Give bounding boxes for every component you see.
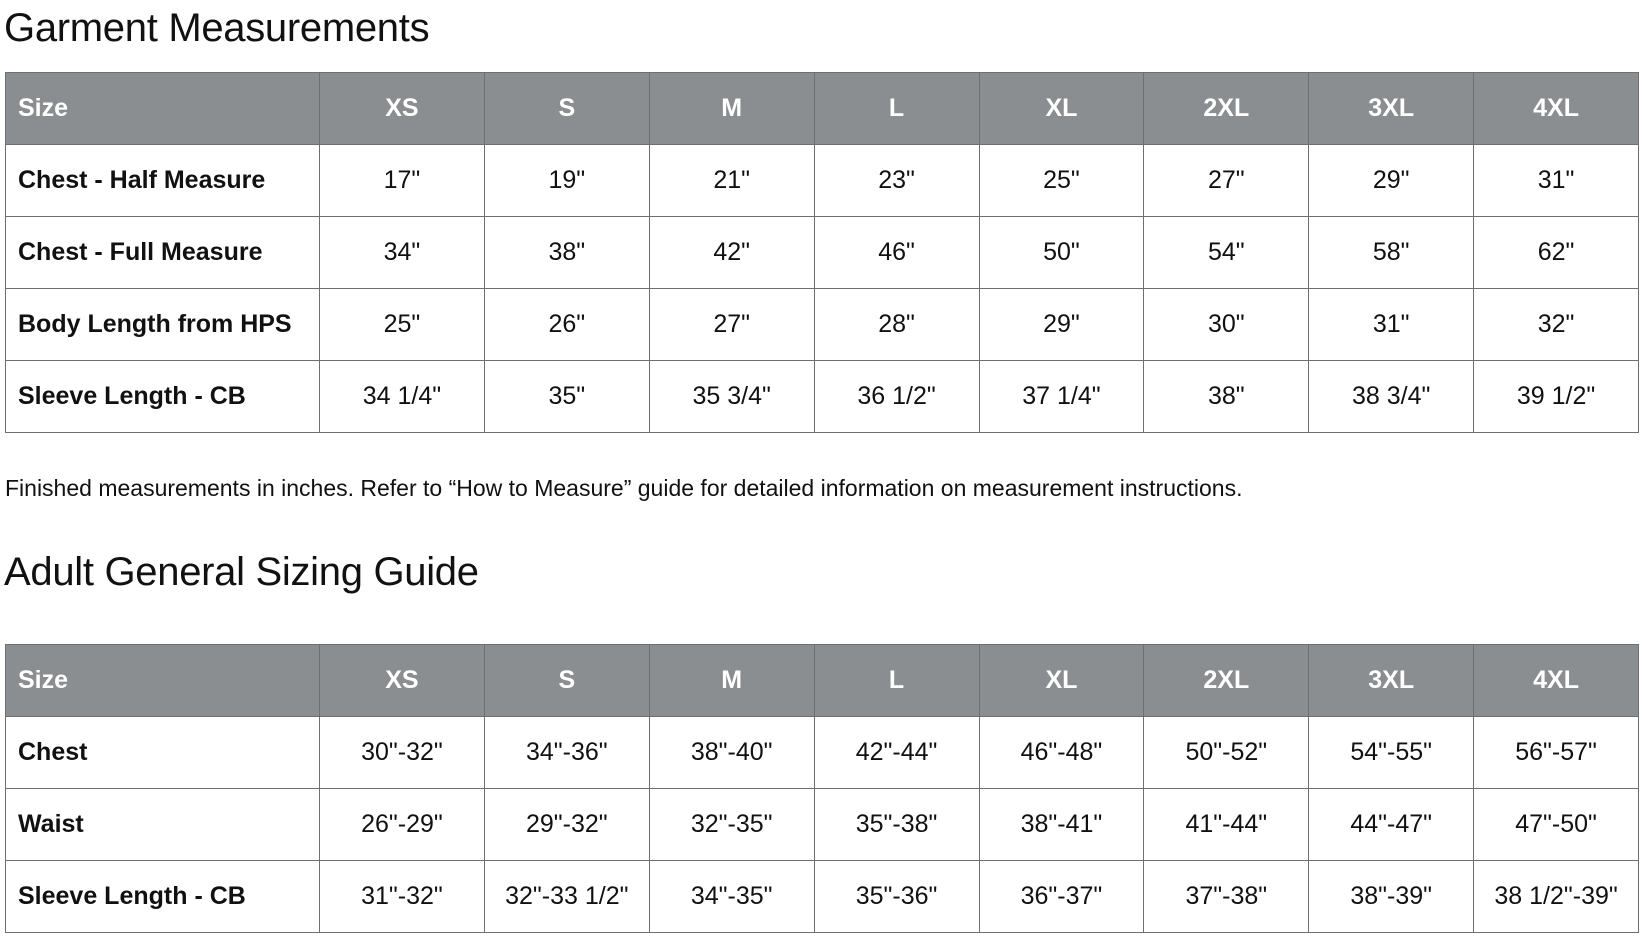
table-row — [6, 289, 1639, 361]
size-column-header: M — [649, 645, 814, 717]
table-cell: 39 1/2" — [1474, 361, 1639, 433]
table-cell: 35 3/4" — [649, 361, 814, 433]
table-row — [6, 217, 1639, 289]
table-header-row — [6, 73, 1639, 145]
row-label: Sleeve Length - CB — [6, 361, 320, 433]
size-column-header: 3XL — [1309, 73, 1474, 145]
table-cell: 31"-32" — [320, 861, 485, 933]
table-cell: 37 1/4" — [979, 361, 1144, 433]
size-column-header: L — [814, 645, 979, 717]
table-row — [6, 789, 1639, 861]
table-cell: 38"-40" — [649, 717, 814, 789]
table-cell: 46"-48" — [979, 717, 1144, 789]
size-column-header: 2XL — [1144, 645, 1309, 717]
size-column-header: M — [649, 73, 814, 145]
size-header-label: Size — [6, 645, 320, 717]
row-label: Chest - Half Measure — [6, 145, 320, 217]
table-cell: 21" — [649, 145, 814, 217]
size-column-header: S — [484, 645, 649, 717]
size-column-header: L — [814, 73, 979, 145]
table-cell: 32" — [1474, 289, 1639, 361]
row-label: Sleeve Length - CB — [6, 861, 320, 933]
size-column-header: 4XL — [1474, 73, 1639, 145]
garment-measurements-title: Garment Measurements — [4, 6, 430, 50]
table-cell: 17" — [320, 145, 485, 217]
table-cell: 32"-35" — [649, 789, 814, 861]
table-cell: 34 1/4" — [320, 361, 485, 433]
table-row — [6, 361, 1639, 433]
table-cell: 56"-57" — [1474, 717, 1639, 789]
row-label: Chest — [6, 717, 320, 789]
table-cell: 44"-47" — [1309, 789, 1474, 861]
table-row — [6, 145, 1639, 217]
row-label: Waist — [6, 789, 320, 861]
table-cell: 37"-38" — [1144, 861, 1309, 933]
table-cell: 54"-55" — [1309, 717, 1474, 789]
table-cell: 29" — [1309, 145, 1474, 217]
table-cell: 38" — [1144, 361, 1309, 433]
table-cell: 42" — [649, 217, 814, 289]
table-cell: 35"-36" — [814, 861, 979, 933]
table-cell: 58" — [1309, 217, 1474, 289]
size-column-header: XL — [979, 645, 1144, 717]
table-cell: 38"-41" — [979, 789, 1144, 861]
table-cell: 31" — [1474, 145, 1639, 217]
table-cell: 38 1/2"-39" — [1474, 861, 1639, 933]
size-column-header: XL — [979, 73, 1144, 145]
table-cell: 34" — [320, 217, 485, 289]
size-column-header: S — [484, 73, 649, 145]
table-row — [6, 717, 1639, 789]
table-cell: 29"-32" — [484, 789, 649, 861]
size-column-header: XS — [320, 645, 485, 717]
measurement-note: Finished measurements in inches. Refer to “How to Measure” guide for detailed information on measurement instructions. — [5, 475, 1243, 501]
table-cell: 50"-52" — [1144, 717, 1309, 789]
table-cell: 30"-32" — [320, 717, 485, 789]
table-cell: 32"-33 1/2" — [484, 861, 649, 933]
table-cell: 27" — [1144, 145, 1309, 217]
table-cell: 23" — [814, 145, 979, 217]
table-cell: 38"-39" — [1309, 861, 1474, 933]
table-cell: 46" — [814, 217, 979, 289]
size-column-header: 2XL — [1144, 73, 1309, 145]
table-cell: 35"-38" — [814, 789, 979, 861]
table-cell: 41"-44" — [1144, 789, 1309, 861]
table-row — [6, 861, 1639, 933]
garment-measurements-table — [5, 72, 1639, 433]
table-cell: 31" — [1309, 289, 1474, 361]
row-label: Body Length from HPS — [6, 289, 320, 361]
table-cell: 27" — [649, 289, 814, 361]
size-column-header: 4XL — [1474, 645, 1639, 717]
table-cell: 47"-50" — [1474, 789, 1639, 861]
table-cell: 30" — [1144, 289, 1309, 361]
table-cell: 25" — [320, 289, 485, 361]
adult-sizing-guide-table — [5, 644, 1639, 933]
table-cell: 34"-35" — [649, 861, 814, 933]
table-cell: 35" — [484, 361, 649, 433]
table-cell: 36 1/2" — [814, 361, 979, 433]
table-cell: 28" — [814, 289, 979, 361]
table-cell: 38" — [484, 217, 649, 289]
size-column-header: 3XL — [1309, 645, 1474, 717]
table-cell: 50" — [979, 217, 1144, 289]
table-cell: 29" — [979, 289, 1144, 361]
table-cell: 26"-29" — [320, 789, 485, 861]
adult-sizing-guide-title: Adult General Sizing Guide — [4, 550, 479, 594]
table-cell: 25" — [979, 145, 1144, 217]
table-cell: 34"-36" — [484, 717, 649, 789]
row-label: Chest - Full Measure — [6, 217, 320, 289]
table-cell: 19" — [484, 145, 649, 217]
size-column-header: XS — [320, 73, 485, 145]
table-cell: 62" — [1474, 217, 1639, 289]
table-header-row — [6, 645, 1639, 717]
table-cell: 26" — [484, 289, 649, 361]
table-cell: 38 3/4" — [1309, 361, 1474, 433]
table-cell: 36"-37" — [979, 861, 1144, 933]
table-cell: 42"-44" — [814, 717, 979, 789]
table-cell: 54" — [1144, 217, 1309, 289]
size-header-label: Size — [6, 73, 320, 145]
